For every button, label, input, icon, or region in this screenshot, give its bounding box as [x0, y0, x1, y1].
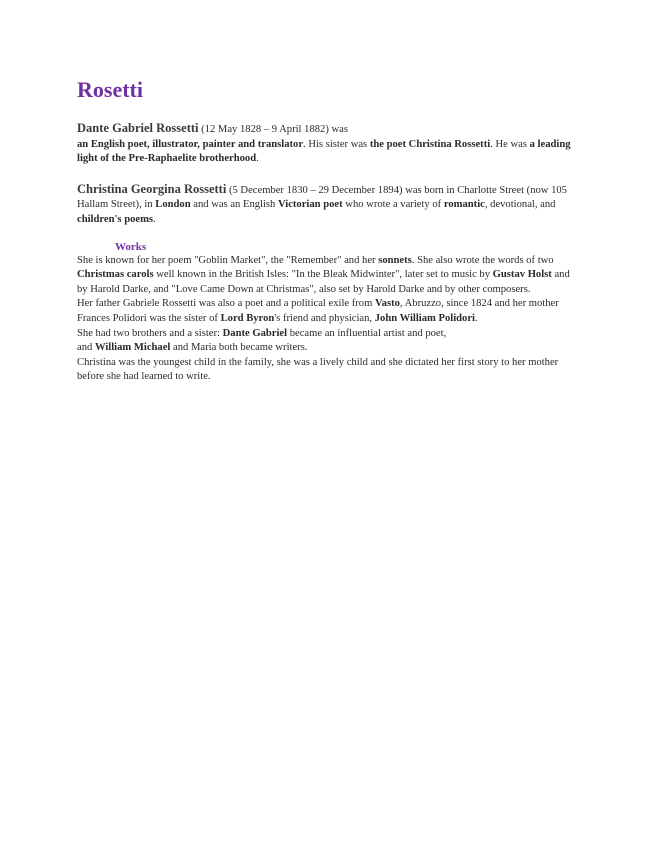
- works-text: She is known for her poem "Goblin Market", the "Remember" and her: [77, 254, 379, 266]
- dante-gabriel-link: Dante Gabriel: [222, 327, 288, 339]
- christina-text: .: [153, 213, 156, 225]
- london-link: London: [155, 199, 191, 211]
- spacer: [77, 167, 582, 182]
- dante-text: . He was: [490, 138, 530, 150]
- works-text: .: [475, 312, 478, 324]
- works-text: and Maria both became writers.: [170, 342, 308, 354]
- romantic-link: romantic: [443, 199, 485, 211]
- christina-paragraph: [77, 182, 582, 228]
- gustav-holst-link: Gustav Holst: [492, 269, 552, 281]
- dante-paragraph: [77, 121, 582, 167]
- page-title: Rosetti: [77, 77, 143, 102]
- childrens-poems-link: children's poems: [77, 213, 154, 225]
- dante-dates: (12 May 1828 – 9 April 1882) was: [198, 124, 348, 135]
- pre-raphaelite-link: a leading light of the Pre-Raphaelite brotherhood: [77, 138, 571, 165]
- dante-name: Dante Gabriel Rossetti: [77, 121, 199, 135]
- christmas-carols-link: Christmas carols: [77, 269, 154, 281]
- dante-text: . His sister was: [303, 138, 370, 150]
- christina-text: (5 December 1830 – 29 December 1894) was born in Charlotte Street (now 105 Hallam Street), in: [77, 184, 567, 211]
- christina-text: , devotional, and: [484, 199, 556, 211]
- victorian-poet-link: Victorian poet: [278, 199, 343, 211]
- sonnets-link: sonnets: [378, 254, 412, 266]
- works-paragraph-3: [77, 327, 582, 356]
- works-text: became an influential artist and poet,: [287, 327, 447, 339]
- works-paragraph-1: [77, 254, 582, 298]
- christina-link: the poet Christina Rossetti: [369, 138, 491, 150]
- works-heading: Works: [115, 240, 147, 253]
- works-text: and by Harold Darke, and "Love Came Down at Christmas", also set by Harold Darke and by other composers.: [77, 269, 570, 295]
- works-text: . She also wrote the words of two: [411, 254, 554, 266]
- john-polidori-link: John William Polidori: [374, 312, 476, 324]
- christina-text: and was an English: [190, 199, 278, 211]
- dante-roles: an English poet, illustrator, painter and translator: [77, 138, 304, 150]
- works-text: 's friend and physician,: [274, 312, 375, 324]
- works-text: well known in the British Isles: "In the Bleak Midwinter", later set to music by: [153, 269, 493, 281]
- works-paragraph-4: Christina was the youngest child in the family, she was a lively child and she dictated her first story to her mother before she had learned to write.: [77, 356, 559, 383]
- document-page: [77, 76, 582, 385]
- christina-name: Christina Georgina Rossetti: [77, 181, 227, 196]
- dante-text: .: [256, 153, 259, 165]
- william-michael-link: William Michael: [94, 342, 171, 354]
- works-text: Her father Gabriele Rossetti was also a poet and a political exile from: [77, 298, 375, 310]
- lord-byron-link: Lord Byron: [220, 312, 275, 324]
- works-text: She had two brothers and a sister:: [77, 327, 223, 339]
- christina-text: who wrote a variety of: [342, 199, 444, 211]
- works-text: and: [77, 342, 95, 354]
- vasto-link: Vasto: [375, 298, 400, 310]
- works-paragraph-2: [77, 297, 582, 326]
- works-text: , Abruzzo, since 1824 and her mother Frances Polidori was the sister of: [77, 298, 559, 324]
